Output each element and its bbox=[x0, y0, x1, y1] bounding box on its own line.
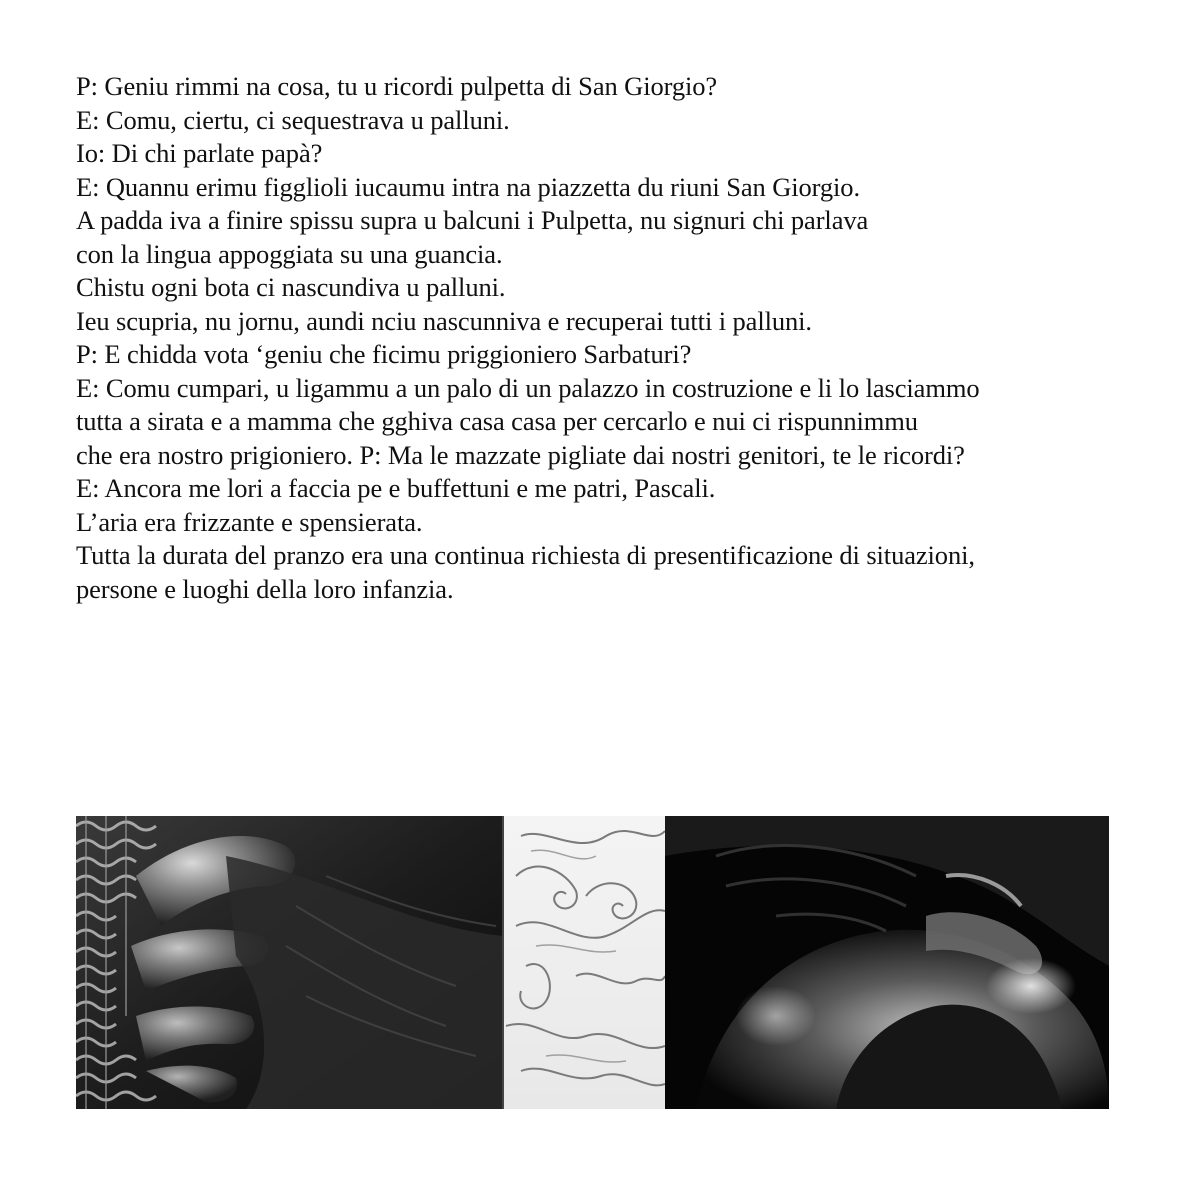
ear-photo bbox=[665, 816, 1109, 1109]
sketch-drawing bbox=[503, 816, 665, 1109]
text-line: tutta a sirata e a mamma che gghiva casa casa per cercarlo e nui ci rispunnimmu bbox=[76, 406, 918, 436]
text-line: A padda iva a finire spissu supra u balcuni i Pulpetta, nu signuri chi parlava bbox=[76, 205, 869, 235]
text-line: con la lingua appoggiata su una guancia. bbox=[76, 238, 503, 269]
text-line: Chistu ogni bota ci nascundiva u palluni. bbox=[76, 272, 506, 302]
text-line: Tutta la durata del pranzo era una continua richiesta di presentificazione di situazioni, bbox=[76, 540, 975, 570]
text-line: Ieu scupria, nu jornu, aundi nciu nascunniva e recuperai tutti i palluni. bbox=[76, 305, 812, 336]
text-line: persone e luoghi della loro infanzia. bbox=[76, 573, 454, 604]
text-line: E: Quannu erimu figglioli iucaumu intra na piazzetta du riuni San Giorgio. bbox=[76, 171, 860, 202]
photo-collage bbox=[76, 816, 1109, 1109]
text-line: P: Geniu rimmi na cosa, tu u ricordi pulpetta di San Giorgio? bbox=[76, 71, 718, 101]
dialogue-text bbox=[76, 70, 1186, 606]
text-line: E: Ancora me lori a faccia pe e buffettuni e me patri, Pascali. bbox=[76, 473, 716, 503]
text-line: P: E chidda vota ‘geniu che ficimu priggioniero Sarbaturi? bbox=[76, 339, 692, 369]
hand-photo bbox=[76, 816, 503, 1109]
text-line: E: Comu cumpari, u ligammu a un palo di un palazzo in costruzione e li lo lasciammo bbox=[76, 372, 980, 403]
text-line: E: Comu, ciertu, ci sequestrava u palluni. bbox=[76, 104, 510, 135]
text-line: Io: Di chi parlate papà? bbox=[76, 138, 323, 168]
text-line: L’aria era frizzante e spensierata. bbox=[76, 506, 423, 537]
text-line: che era nostro prigioniero. P: Ma le mazzate pigliate dai nostri genitori, te le ricordi? bbox=[76, 439, 965, 470]
